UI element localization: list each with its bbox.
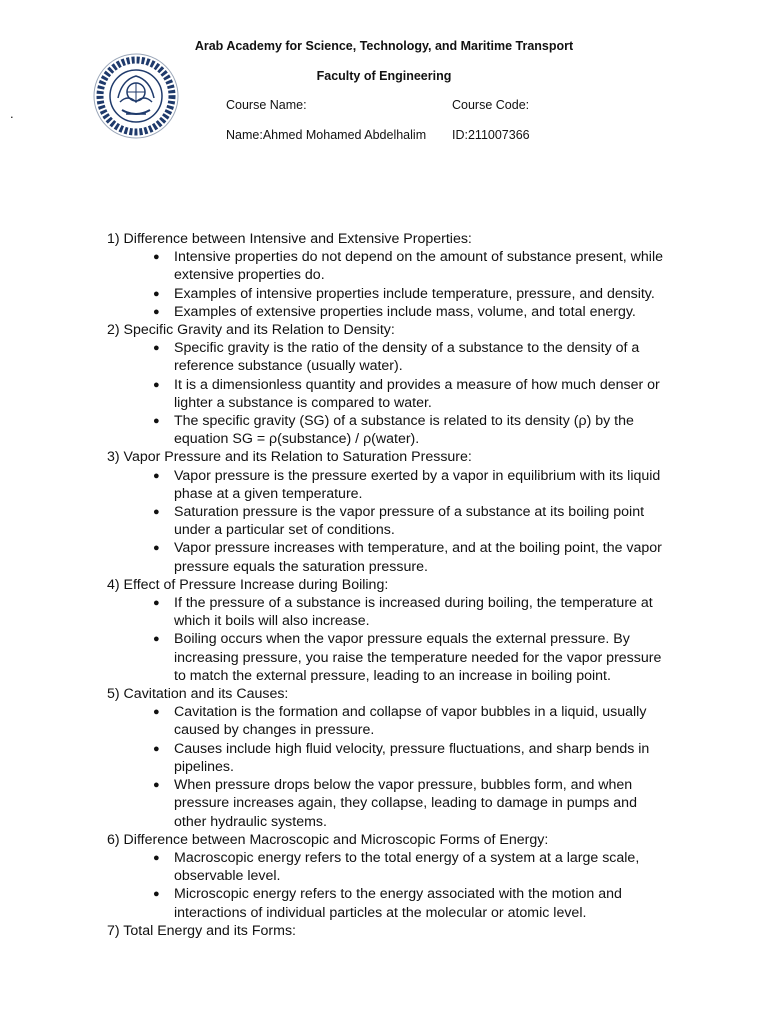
list-item-text: Boiling occurs when the vapor pressure equals the external pressure. By increasing pressure, you raise the temperature needed for the vapor pressure to match the external pressure, leading to an increase in boiling point.	[174, 631, 662, 684]
list-item-text: Saturation pressure is the vapor pressure of a substance at its boiling point under a particular set of conditions.	[174, 504, 645, 539]
bullet-icon: ●	[153, 469, 160, 482]
section-title: 1) Difference between Intensive and Extensive Properties:	[107, 231, 472, 247]
section-title: 2) Specific Gravity and its Relation to Density:	[107, 322, 395, 339]
section-title: 7) Total Energy and its Forms:	[107, 922, 296, 939]
bullet-list	[107, 339, 667, 448]
list-item-text: The specific gravity (SG) of a substance is related to its density (ρ) by the equation SG = ρ(substance) / ρ(water).	[174, 413, 634, 448]
list-item-text: Specific gravity is the ratio of the density of a substance to the density of a reference substance (usually water).	[174, 340, 640, 375]
bullet-icon: ●	[153, 378, 160, 391]
list-item	[153, 412, 667, 448]
list-item	[153, 776, 667, 831]
list-item-text: Vapor pressure increases with temperature, and at the boiling point, the vapor pressure equals the saturation pressure.	[174, 540, 662, 575]
list-item	[153, 303, 667, 321]
list-item-text: It is a dimensionless quantity and provides a measure of how much denser or lighter a substance is compared to water.	[174, 376, 660, 411]
section-6	[107, 831, 667, 922]
section-title: 3) Vapor Pressure and its Relation to Saturation Pressure:	[107, 449, 472, 466]
document-body	[107, 230, 667, 940]
list-item	[153, 594, 667, 630]
bullet-icon: ●	[153, 506, 160, 519]
academy-seal-logo	[92, 52, 180, 140]
list-item	[153, 339, 667, 375]
bullet-icon: ●	[153, 888, 160, 901]
course-code-label: Course Code:	[452, 98, 530, 112]
bullet-icon: ●	[153, 597, 160, 610]
list-item-text: Macroscopic energy refers to the total energy of a system at a large scale, observable level.	[174, 849, 640, 885]
list-item	[153, 248, 667, 284]
course-name-label: Course Name:	[226, 98, 307, 112]
list-item	[153, 539, 667, 575]
bullet-list	[107, 849, 667, 922]
bullet-icon: ●	[153, 342, 160, 355]
list-item-text: Causes include high fluid velocity, pressure fluctuations, and sharp bends in pipelines.	[174, 740, 650, 775]
list-item-text: Examples of extensive properties include mass, volume, and total energy.	[174, 303, 636, 320]
bullet-list	[107, 467, 667, 576]
institution-name: Arab Academy for Science, Technology, and Maritime Transport	[194, 39, 574, 53]
list-item	[153, 849, 667, 885]
bullet-icon: ●	[153, 633, 160, 646]
bullet-icon: ●	[153, 415, 160, 428]
list-item	[153, 467, 667, 503]
list-item	[153, 703, 667, 739]
list-item	[153, 376, 667, 412]
list-item	[153, 630, 667, 685]
list-item	[153, 740, 667, 776]
list-item-text: If the pressure of a substance is increased during boiling, the temperature at which it boils will also increase.	[174, 595, 653, 630]
list-item-text: Intensive properties do not depend on the amount of substance present, while extensive properties do.	[174, 249, 664, 284]
bullet-list	[107, 703, 667, 830]
list-item	[153, 503, 667, 539]
bullet-icon: ●	[153, 287, 160, 300]
list-item-text: Vapor pressure is the pressure exerted by a vapor in equilibrium with its liquid phase at a given temperature.	[174, 467, 661, 502]
section-title: 4) Effect of Pressure Increase during Boiling:	[107, 576, 389, 593]
section-2	[107, 321, 667, 448]
bullet-icon: ●	[153, 305, 160, 318]
section-title: 5) Cavitation and its Causes:	[107, 686, 289, 703]
list-item	[153, 885, 667, 921]
student-name: Name:Ahmed Mohamed Abdelhalim	[226, 128, 427, 142]
list-item-text: Cavitation is the formation and collapse of vapor bubbles in a liquid, usually caused by changes in pressure.	[174, 704, 647, 739]
list-item-text: Microscopic energy refers to the energy associated with the motion and interactions of individual particles at the molecular or atomic level.	[174, 886, 622, 921]
bullet-icon: ●	[153, 251, 160, 264]
student-id: ID:211007366	[452, 128, 530, 142]
section-1	[107, 230, 667, 321]
bullet-icon: ●	[153, 542, 160, 555]
list-item-text: Examples of intensive properties include temperature, pressure, and density.	[174, 285, 655, 302]
bullet-list	[107, 594, 667, 685]
section-4	[107, 576, 667, 685]
bullet-icon: ●	[153, 742, 160, 755]
section-7	[107, 922, 667, 940]
stray-mark: .	[10, 106, 14, 121]
bullet-icon: ●	[153, 779, 160, 792]
bullet-list	[107, 248, 667, 321]
faculty-name: Faculty of Engineering	[316, 69, 452, 83]
bullet-icon: ●	[153, 706, 160, 719]
section-title: 6) Difference between Macroscopic and Microscopic Forms of Energy:	[107, 831, 549, 848]
section-3	[107, 448, 667, 575]
bullet-icon: ●	[153, 851, 160, 864]
list-item	[153, 285, 667, 303]
list-item-text: When pressure drops below the vapor pressure, bubbles form, and when pressure increases again, they collapse, leading to damage in pumps and other hydraulic systems.	[174, 777, 637, 830]
section-5	[107, 685, 667, 831]
